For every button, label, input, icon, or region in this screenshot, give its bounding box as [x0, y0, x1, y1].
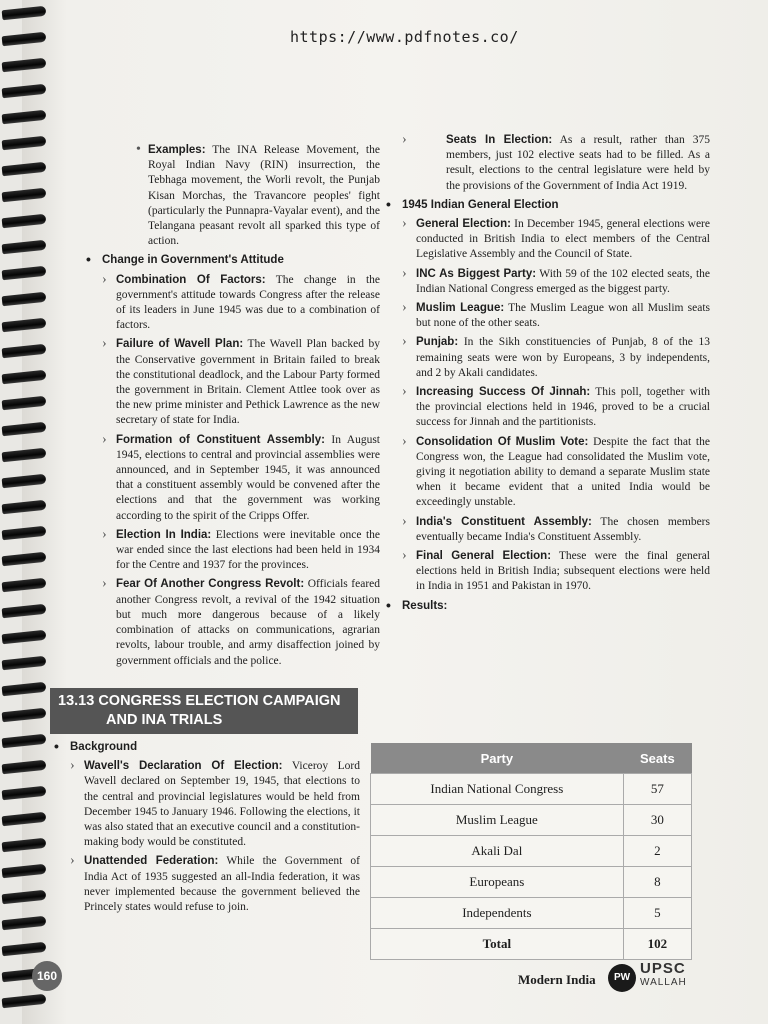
spiral-coil: [2, 864, 47, 879]
item-label: Unattended Federation:: [84, 855, 219, 868]
item-text: These were the final general elections held in British India; subsequent elections were held in India in 1951 and Pakistan in 1970.: [416, 550, 710, 593]
spiral-coil: [2, 370, 47, 385]
item-label: Wavell's Declaration Of Election:: [84, 760, 283, 773]
item-text: The chosen members eventually became India's Constituent Assembly.: [416, 515, 710, 543]
item-text: The INA Release Movement, the Royal Indian Navy (RIN) insurrection, the Tebhaga movement, the Worli revolt, the Punjab Kisan Morchas, the Travancore peoples' fight (particularly the Punnapra-Vayalar event), and the Telangana peasant revolt all sparked this type of action.: [148, 144, 380, 248]
seats-cell: 8: [623, 867, 691, 898]
list-item: [380, 515, 710, 545]
item-text: In December 1945, general elections were conducted in British India to elect members of the Central Legislative Assembly and the Council of State.: [416, 218, 710, 261]
spiral-coil: [2, 240, 47, 255]
list-item: [380, 435, 710, 511]
column-header-seats: Seats: [623, 743, 691, 774]
list-item: [380, 301, 710, 331]
item-text: Elections were inevitable once the war ended since the last elections had been held in 1934 for the Centre and 1937 for the provinces.: [116, 528, 380, 572]
total-seats-cell: 102: [623, 929, 691, 960]
party-cell: Europeans: [371, 867, 624, 898]
item-text: The Wavell Plan backed by the Conservative government in Britain failed to break the constitutional deadlock, and the Labour Party formed the government in Britain. Clement Attlee took over as the new prime minister and Pethick Lawrence as the new secretary of state for India.: [116, 338, 380, 427]
spiral-coil: [2, 890, 47, 905]
right-column: [380, 130, 710, 618]
table-total-row: [371, 929, 692, 960]
background-heading: • Background: [48, 740, 360, 755]
item-label: India's Constituent Assembly:: [416, 515, 592, 528]
spiral-coil: [2, 344, 47, 359]
list-item: [380, 335, 710, 381]
spiral-coil: [2, 526, 47, 541]
spiral-coil: [2, 422, 47, 437]
item-text: While the Government of India Act of 1935 suggested an all-India federation, it was never implemented because the government believed the Princely states would refuse to join.: [84, 855, 361, 914]
section-heading-line1: 13.13 CONGRESS ELECTION CAMPAIGN: [58, 693, 341, 709]
spiral-coil: [2, 110, 47, 125]
spiral-coil: [2, 838, 47, 853]
item-label: Combination Of Factors:: [116, 273, 266, 286]
column-header-party: Party: [371, 743, 624, 774]
election-1945-heading: • 1945 Indian General Election: [380, 198, 710, 213]
spiral-coil: [2, 760, 47, 775]
spiral-coil: [2, 994, 47, 1009]
item-text: Despite the fact that the Congress won, the League had consolidated the Muslim vote, giving it negotiation ability to demand a separate Muslim state when it became evident that a united India would be exceedingly unstable.: [416, 435, 710, 509]
party-cell: Muslim League: [371, 805, 624, 836]
seats-cell: 2: [623, 836, 691, 867]
list-item: [80, 273, 380, 334]
item-text: In August 1945, elections to central and provincial assemblies were announced, and in September 1945, it was announced that a constituent assembly would be convened after the elections and that the government was working according to the spirit of the Cripps Offer.: [116, 433, 380, 522]
page-number-badge: 160: [32, 961, 62, 991]
spiral-coil: [2, 942, 47, 957]
list-item: [80, 433, 380, 524]
seats-cell: 30: [623, 805, 691, 836]
book-title: Modern India: [518, 972, 596, 987]
spiral-coil: [2, 786, 47, 801]
spiral-coil: [2, 552, 47, 567]
list-item: [48, 759, 360, 850]
spiral-coil: [2, 812, 47, 827]
background-section: [48, 738, 360, 919]
spiral-coil: [2, 604, 47, 619]
results-table: [370, 743, 692, 960]
brand-bottom: WALLAH: [640, 977, 687, 988]
item-text: Viceroy Lord Wavell declared on September 19, 1945, that elections to the central and provincial legislatures would be held from December 1945 to January 1946. Following the elections, it was also stated that an executive council and a constitution-making body would be constituted.: [84, 760, 360, 849]
pw-logo-icon: PW: [608, 964, 636, 992]
spiral-coil: [2, 188, 47, 203]
spiral-coil: [2, 318, 47, 333]
list-item: [380, 385, 710, 431]
list-item: [80, 577, 380, 668]
item-label: General Election:: [416, 218, 511, 231]
brand-top: UPSC: [640, 960, 686, 977]
item-label: Consolidation Of Muslim Vote:: [416, 435, 589, 448]
seats-cell: 5: [623, 898, 691, 929]
results-heading: • Results:: [380, 599, 710, 614]
item-text: Officials feared another Congress revolt, a revival of the 1942 situation but much more dangerous because of a likely combination of attacks on communications, agrarian revolts, labour trouble, and army disaffection joined by government officials and the police.: [116, 578, 381, 667]
table-row: [371, 774, 692, 805]
list-item: [380, 217, 710, 263]
table-row: [371, 836, 692, 867]
examples-item: [80, 143, 380, 249]
party-cell: Akali Dal: [371, 836, 624, 867]
spiral-coil: [2, 292, 47, 307]
item-text: The change in the government's attitude towards Congress after the release of its leaders in June 1945 was due to a combination of factors.: [116, 273, 380, 332]
change-attitude-heading: • Change in Government's Attitude: [80, 253, 380, 268]
brand-logo: [640, 962, 687, 990]
spiral-binding: [0, 0, 48, 1024]
spiral-coil: [2, 84, 47, 99]
spiral-coil: [2, 6, 47, 21]
item-text: With 59 of the 102 elected seats, the Indian National Congress emerged as the biggest party.: [416, 267, 710, 295]
item-label: Muslim League:: [416, 302, 505, 315]
spiral-coil: [2, 58, 47, 73]
spiral-coil: [2, 656, 47, 671]
spiral-coil: [2, 214, 47, 229]
item-label: Seats In Election:: [446, 134, 553, 146]
item-label: Increasing Success Of Jinnah:: [416, 386, 591, 399]
spiral-coil: [2, 578, 47, 593]
table-row: [371, 898, 692, 929]
list-item: [380, 549, 710, 595]
item-text: This poll, together with the provincial elections held in 1946, proved to be a crucial success for Jinnah and the partitionists.: [416, 386, 710, 429]
spiral-coil: [2, 500, 47, 515]
table-header-row: [371, 743, 692, 774]
table-row: [371, 805, 692, 836]
item-label: Examples:: [148, 144, 206, 156]
header-url: https://www.pdfnotes.co/: [290, 28, 519, 46]
item-text: The Muslim League won all Muslim seats but none of the other seats.: [416, 302, 710, 330]
spiral-coil: [2, 448, 47, 463]
spiral-coil: [2, 682, 47, 697]
item-label: INC As Biggest Party:: [416, 267, 537, 280]
total-label-cell: Total: [371, 929, 624, 960]
list-item: [48, 854, 360, 915]
list-item: [80, 337, 380, 428]
spiral-coil: [2, 162, 47, 177]
item-label: Punjab:: [416, 336, 459, 349]
item-label: Fear Of Another Congress Revolt:: [116, 578, 305, 591]
list-item: [380, 267, 710, 297]
spiral-coil: [2, 136, 47, 151]
spiral-coil: [2, 708, 47, 723]
item-text: As a result, rather than 375 members, just 102 elective seats had to be filled. As a result, elections to the central legislature were held by the provisions of the Government of India Act 1919.: [446, 134, 711, 192]
item-label: Final General Election:: [416, 550, 552, 563]
spiral-coil: [2, 734, 47, 749]
spiral-coil: [2, 266, 47, 281]
spiral-coil: [2, 396, 47, 411]
spiral-coil: [2, 32, 47, 47]
item-text: In the Sikh constituencies of Punjab, 8 of the 13 remaining seats were won by Europeans, 3 by independents, and 2 by Akali candidates.: [416, 336, 710, 379]
section-heading-line2: AND INA TRIALS: [106, 712, 223, 728]
spiral-coil: [2, 474, 47, 489]
table-row: [371, 867, 692, 898]
party-cell: Independents: [371, 898, 624, 929]
party-cell: Indian National Congress: [371, 774, 624, 805]
item-label: Formation of Constituent Assembly:: [116, 433, 325, 446]
left-column: [80, 140, 380, 673]
seats-cell: 57: [623, 774, 691, 805]
spiral-coil: [2, 630, 47, 645]
list-item: [80, 528, 380, 574]
list-item: [380, 133, 710, 194]
spiral-coil: [2, 916, 47, 931]
item-label: Failure of Wavell Plan:: [116, 338, 244, 351]
item-label: Election In India:: [116, 528, 212, 541]
section-heading: [50, 688, 358, 734]
